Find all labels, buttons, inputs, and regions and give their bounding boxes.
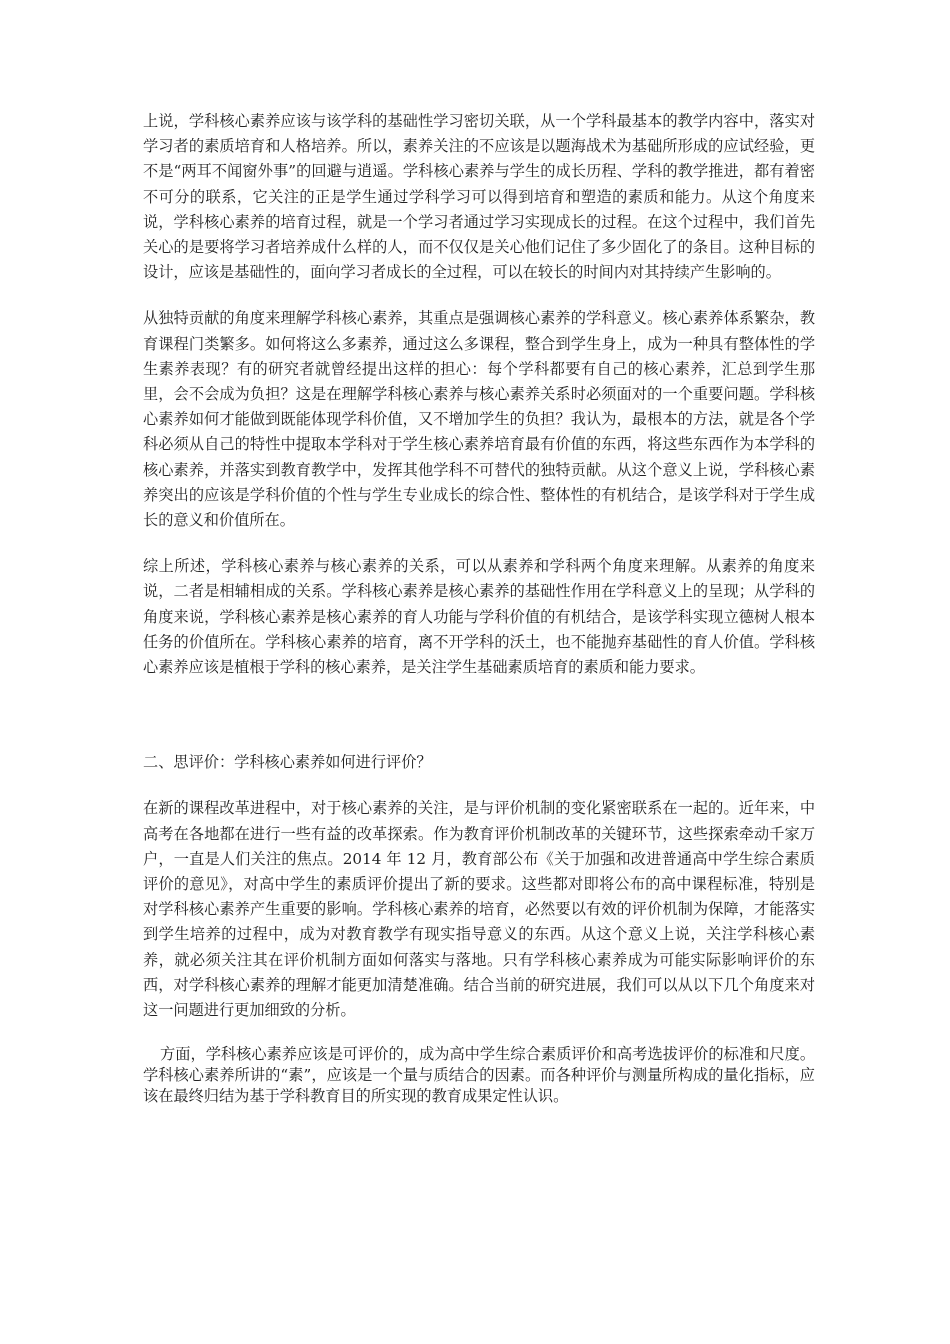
paragraph-spacer — [143, 533, 815, 554]
paragraph-spacer — [143, 1023, 815, 1044]
paragraph-5: 方面，学科核心素养应该是可评价的，成为高中学生综合素质评价和高考选拔评价的标准和尺度。学科核心素养所讲的“素”，应该是一个量与质结合的因素。而各种评价与测量所构成的量化指标，应该在最终归结为基于学科教育目的所实现的教育成果定性认识。 — [143, 1045, 815, 1106]
document-body — [143, 109, 815, 1107]
paragraph-4: 在新的课程改革进程中，对于核心素养的关注，是与评价机制的变化紧密联系在一起的。近年来，中高考在各地都在进行一些有益的改革探索。作为教育评价机制改革的关键环节，这些探索牵动千家万户，一直是人们关注的焦点。2014 年 12 月，教育部公布《关于加强和改进普通高中学生综合素质评价的意见》，对高中学生的素质评价提出了新的要求。这些都对即将公布的高中课程标准，特别是对学科核心素养产生重要的影响。学科核心素养的培育，必然要以有效的评价机制为保障，才能落实到学生培养的过程中，成为对教育教学有现实指导意义的东西。从这个意义上说，关注学科核心素养，就必须关注其在评价机制方面如何落实与落地。只有学科核心素养成为可能实际影响评价的东西，对学科核心素养的理解才能更加清楚准确。结合当前的研究进展，我们可以从以下几个角度来对这一问题进行更加细致的分析。 — [143, 799, 815, 1020]
section-heading: 二、思评价：学科核心素养如何进行评价？ — [143, 753, 432, 772]
paragraph-spacer — [143, 775, 815, 796]
section-spacer — [143, 680, 815, 750]
paragraph-1: 上说，学科核心素养应该与该学科的基础性学习密切关联，从一个学科最基本的教学内容中，落实对学习者的素质培育和人格培养。所以，素养关注的不应该是以题海战术为基础所形成的应试经验，更不是“两耳不闻窗外事”的回避与逍遥。学科核心素养与学生的成长历程、学科的教学推进，都有着密不可分的联系，它关注的正是学生通过学科学习可以得到培育和塑造的素质和能力。从这个角度来说，学科核心素养的培育过程，就是一个学习者通过学习实现成长的过程。在这个过程中，我们首先关心的是要将学习者培养成什么样的人，而不仅仅是关心他们记住了多少固化了的条目。这种目标的设计，应该是基础性的，面向学习者成长的全过程，可以在较长的时间内对其持续产生影响的。 — [143, 112, 815, 282]
paragraph-3: 综上所述，学科核心素养与核心素养的关系，可以从素养和学科两个角度来理解。从素养的角度来说，二者是相辅相成的关系。学科核心素养是核心素养的基础性作用在学科意义上的呈现；从学科的角度来说，学科核心素养是核心素养的育人功能与学科价值的有机结合，是该学科实现立德树人根本任务的价值所在。学科核心素养的培育，离不开学科的沃土，也不能抛弃基础性的育人价值。学科核心素养应该是植根于学科的核心素养，是关注学生基础素质培育的素质和能力要求。 — [143, 557, 815, 677]
paragraph-2: 从独特贡献的角度来理解学科核心素养，其重点是强调核心素养的学科意义。核心素养体系繁杂，教育课程门类繁多。如何将这么多素养，通过这么多课程，整合到学生身上，成为一种具有整体性的学生素养表现？有的研究者就曾经提出这样的担心：每个学科都要有自己的核心素养，汇总到学生那里，会不会成为负担？这是在理解学科核心素养与核心素养关系时必须面对的一个重要问题。学科核心素养如何才能做到既能体现学科价值，又不增加学生的负担？我认为，最根本的方法，就是各个学科必须从自己的特性中提取本学科对于学生核心素养培育最有价值的东西，将这些东西作为本学科的核心素养，并落实到教育教学中，发挥其他学科不可替代的独特贡献。从这个意义上说，学科核心素养突出的应该是学科价值的个性与学生专业成长的综合性、整体性的有机结合，是该学科对于学生成长的意义和价值所在。 — [143, 309, 815, 530]
paragraph-spacer — [143, 285, 815, 306]
